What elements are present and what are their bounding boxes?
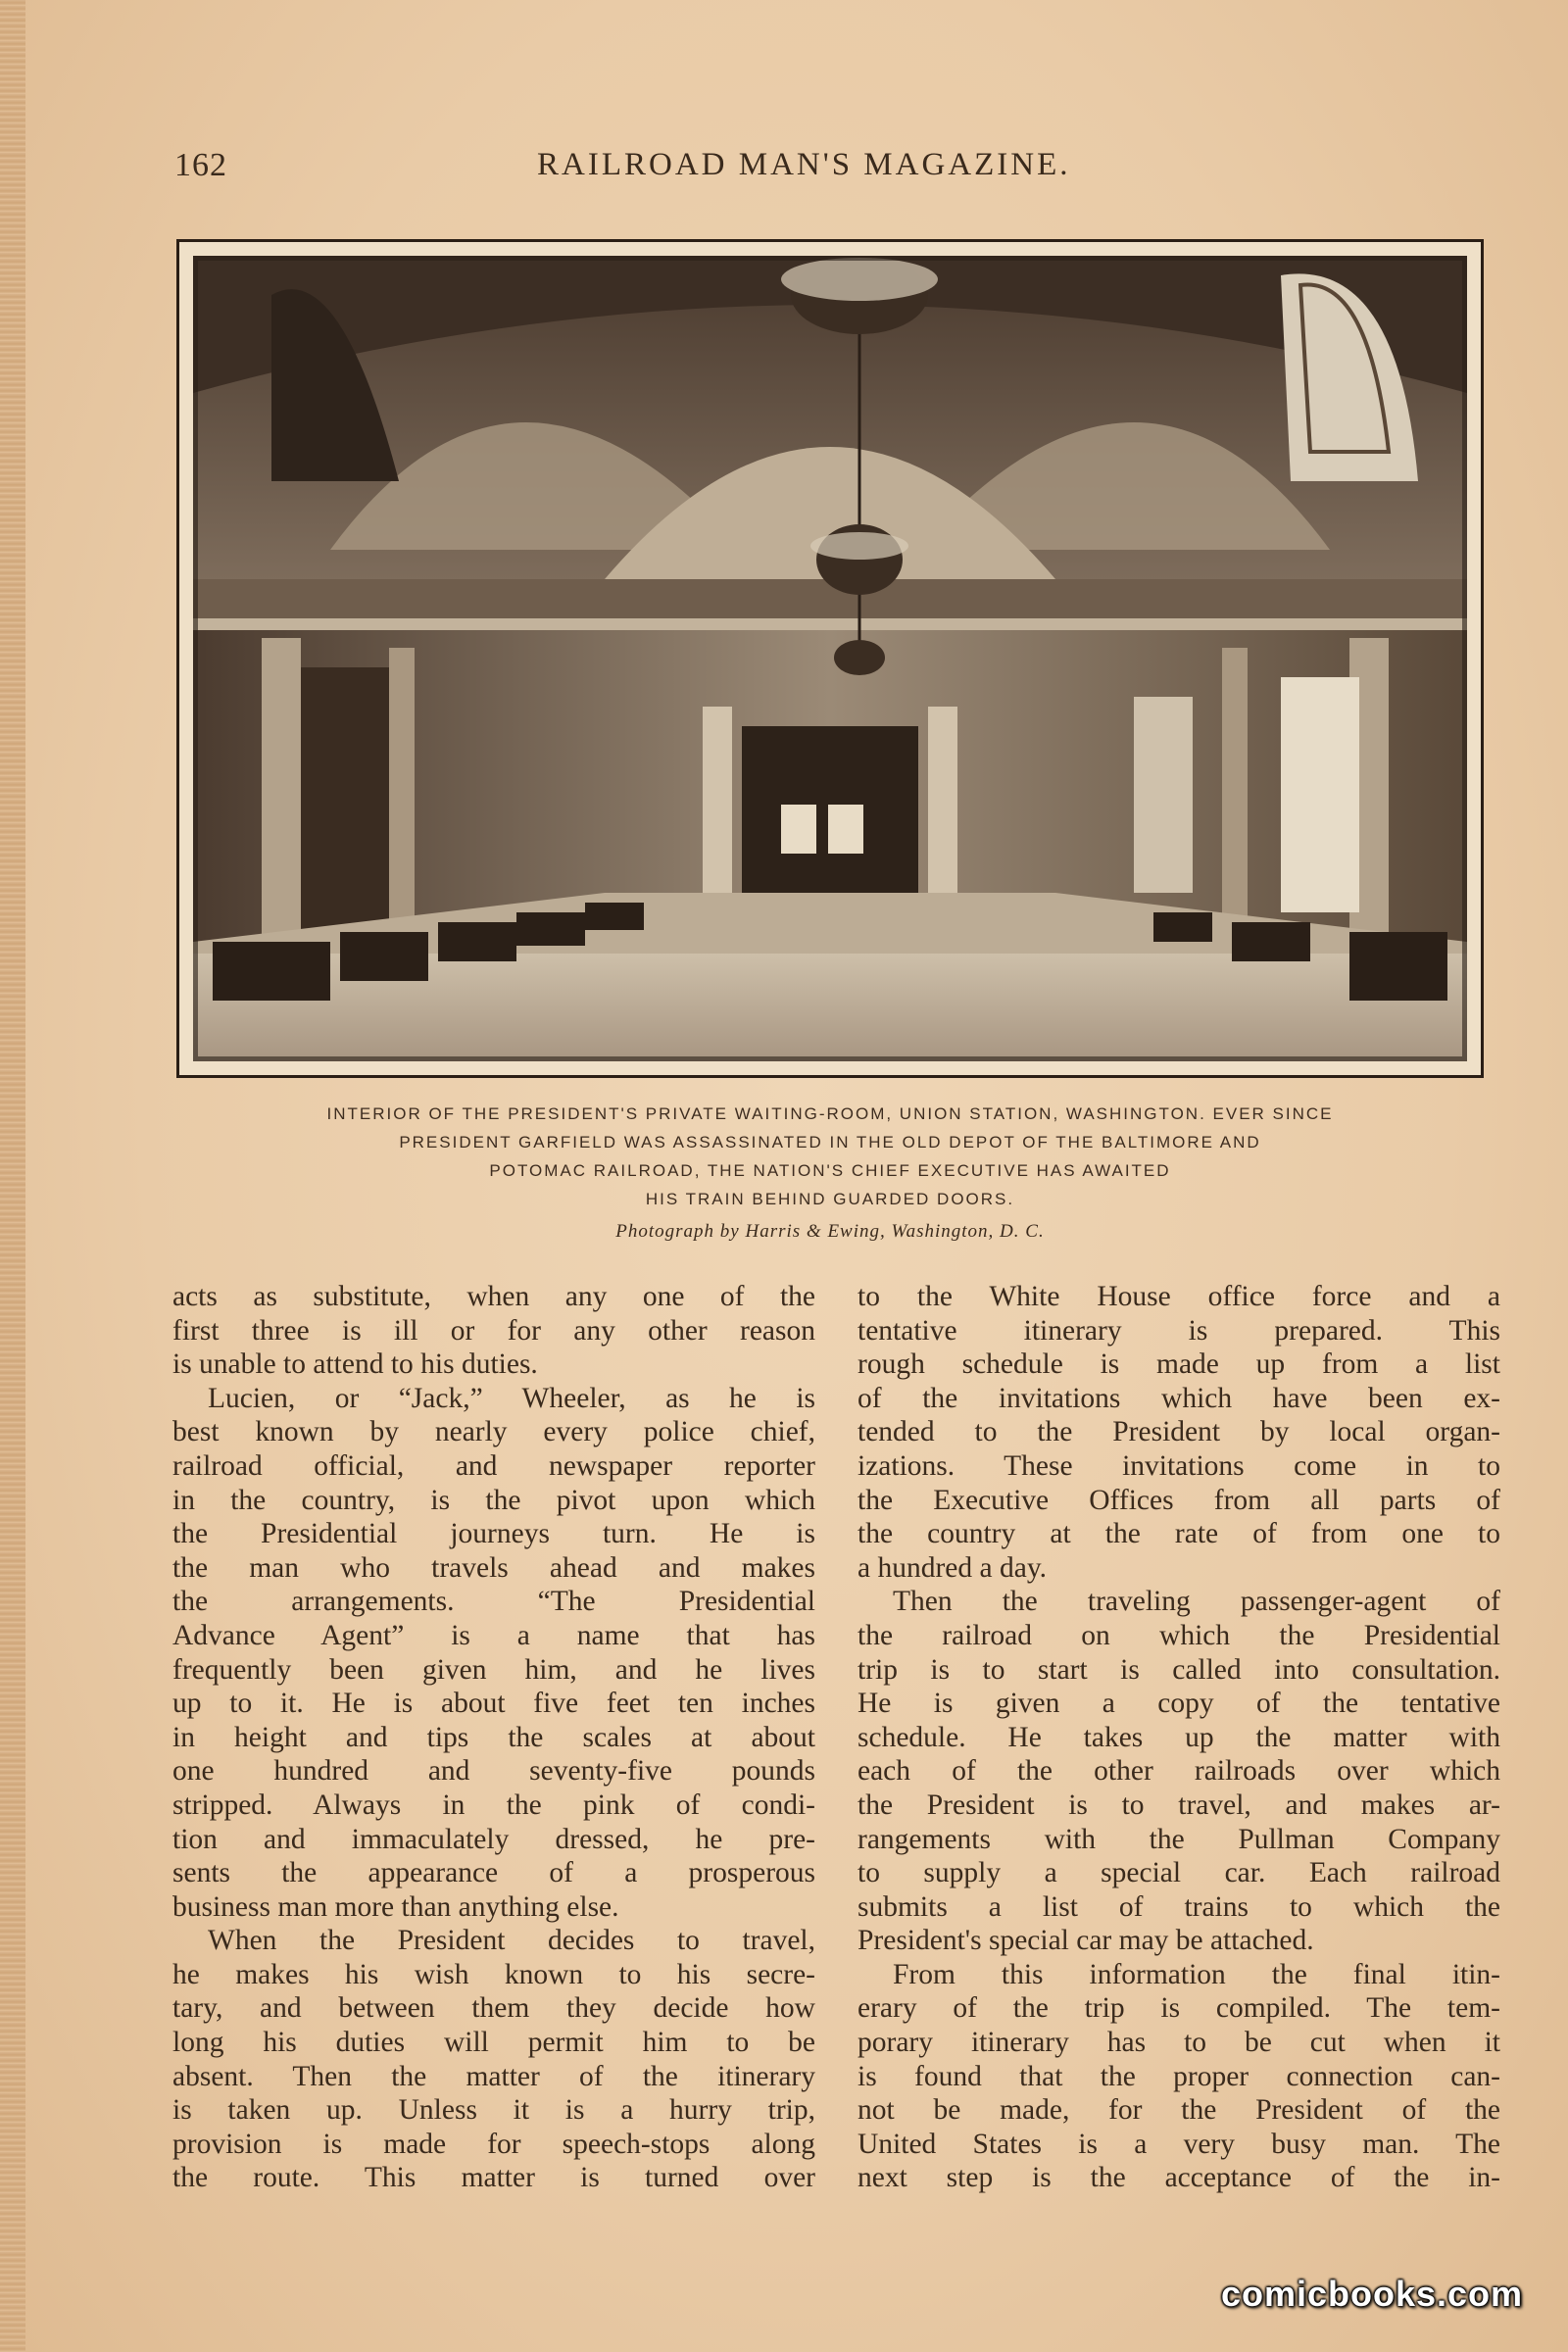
text-line: next step is the acceptance of the in- [858,2162,1500,2194]
text-line: porary itinerary has to be cut when it [858,2027,1500,2059]
text-line: schedule. He takes up the matter with [858,1721,1500,1753]
page-number: 162 [174,147,227,183]
watermark: comicbooks.com [1220,2274,1524,2314]
caption-line: INTERIOR OF THE PRESIDENT'S PRIVATE WAITING-ROOM, UNION STATION, WASHINGTON. EVER SINCE [326,1104,1334,1123]
text-line: the President is to travel, and makes ar- [858,1788,1500,1821]
text-line: not be made, for the President of the [858,2094,1500,2127]
text-line: railroad official, and newspaper reporter [172,1449,815,1482]
text-line: submits a list of trains to which the [858,1890,1500,1923]
photo-credit: Photograph by Harris & Ewing, Washington, D. C. [615,1221,1045,1242]
text-line: best known by nearly every police chief, [172,1416,815,1448]
text-line: When the President decides to travel, [208,1925,815,1957]
text-line: a hundred a day. [858,1551,1048,1584]
waiting-room-illustration [193,256,1467,1061]
text-line: in the country, is the pivot upon which [172,1484,815,1516]
text-line: acts as substitute, when any one of the [172,1281,815,1312]
text-line: is taken up. Unless it is a hurry trip, [172,2094,815,2127]
text-line: business man more than anything else. [172,1890,619,1923]
text-column-right [858,1280,1500,2195]
text-line: tion and immaculately dressed, he pre- [172,1823,815,1855]
text-line: the arrangements. “The Presidential [172,1586,815,1618]
text-line: tary, and between them they decide how [172,1992,815,2025]
running-title: RAILROAD MAN'S MAGAZINE. [537,147,1071,182]
text-line: stripped. Always in the pink of condi- [172,1788,815,1821]
photo-frame [176,239,1484,1078]
caption-line: HIS TRAIN BEHIND GUARDED DOORS. [645,1190,1015,1208]
caption-line: POTOMAC RAILROAD, THE NATION'S CHIEF EXECUTIVE HAS AWAITED [489,1161,1171,1180]
text-line: provision is made for speech-stops along [172,2128,815,2160]
text-line: Lucien, or “Jack,” Wheeler, as he is [208,1382,815,1414]
text-line: President's special car may be attached. [858,1925,1314,1957]
text-line: he makes his wish known to his secre- [172,1958,815,1990]
text-line: is found that the proper connection can- [858,2060,1500,2092]
text-line: the Presidential journeys turn. He is [172,1518,815,1550]
text-line: the man who travels ahead and makes [172,1551,815,1584]
text-line: of the invitations which have been ex- [858,1382,1500,1414]
text-line: the country at the rate of from one to [858,1518,1500,1550]
waiting-room-photo [193,256,1467,1061]
text-line: United States is a very busy man. The [858,2128,1500,2160]
text-line: Advance Agent” is a name that has [172,1619,815,1651]
text-line: is unable to attend to his duties. [172,1348,538,1381]
text-line: frequently been given him, and he lives [172,1653,815,1686]
text-line: Then the traveling passenger-agent of [893,1586,1500,1618]
text-line: rough schedule is made up from a list [858,1348,1500,1381]
text-line: long his duties will permit him to be [172,2027,815,2059]
text-line: absent. Then the matter of the itinerary [172,2060,815,2092]
text-line: He is given a copy of the tentative [858,1688,1500,1720]
text-line: trip is to start is called into consultation. [858,1653,1500,1686]
text-line: the Executive Offices from all parts of [858,1484,1500,1516]
page-edge [0,0,25,2352]
text-line: izations. These invitations come in to [858,1449,1500,1482]
caption-line: PRESIDENT GARFIELD WAS ASSASSINATED IN THE OLD DEPOT OF THE BALTIMORE AND [399,1133,1261,1152]
text-line: one hundred and seventy-five pounds [172,1755,815,1788]
text-line: sents the appearance of a prosperous [172,1857,815,1889]
photo-caption [176,1100,1484,1213]
text-line: From this information the final itin- [893,1958,1500,1990]
text-line: tended to the President by local organ- [858,1416,1500,1448]
page-header [174,147,1488,196]
text-line: in height and tips the scales at about [172,1721,815,1753]
text-column-left [172,1280,815,2195]
text-line: to the White House office force and a [858,1281,1500,1312]
text-line: the railroad on which the Presidential [858,1619,1500,1651]
text-line: erary of the trip is compiled. The tem- [858,1992,1500,2025]
text-line: to supply a special car. Each railroad [858,1857,1500,1889]
text-line: the route. This matter is turned over [172,2162,815,2194]
text-line: rangements with the Pullman Company [858,1823,1500,1855]
text-line: first three is ill or for any other reason [172,1314,815,1347]
text-line: up to it. He is about five feet ten inches [172,1688,815,1720]
text-line: each of the other railroads over which [858,1755,1500,1788]
text-line: tentative itinerary is prepared. This [858,1314,1500,1347]
